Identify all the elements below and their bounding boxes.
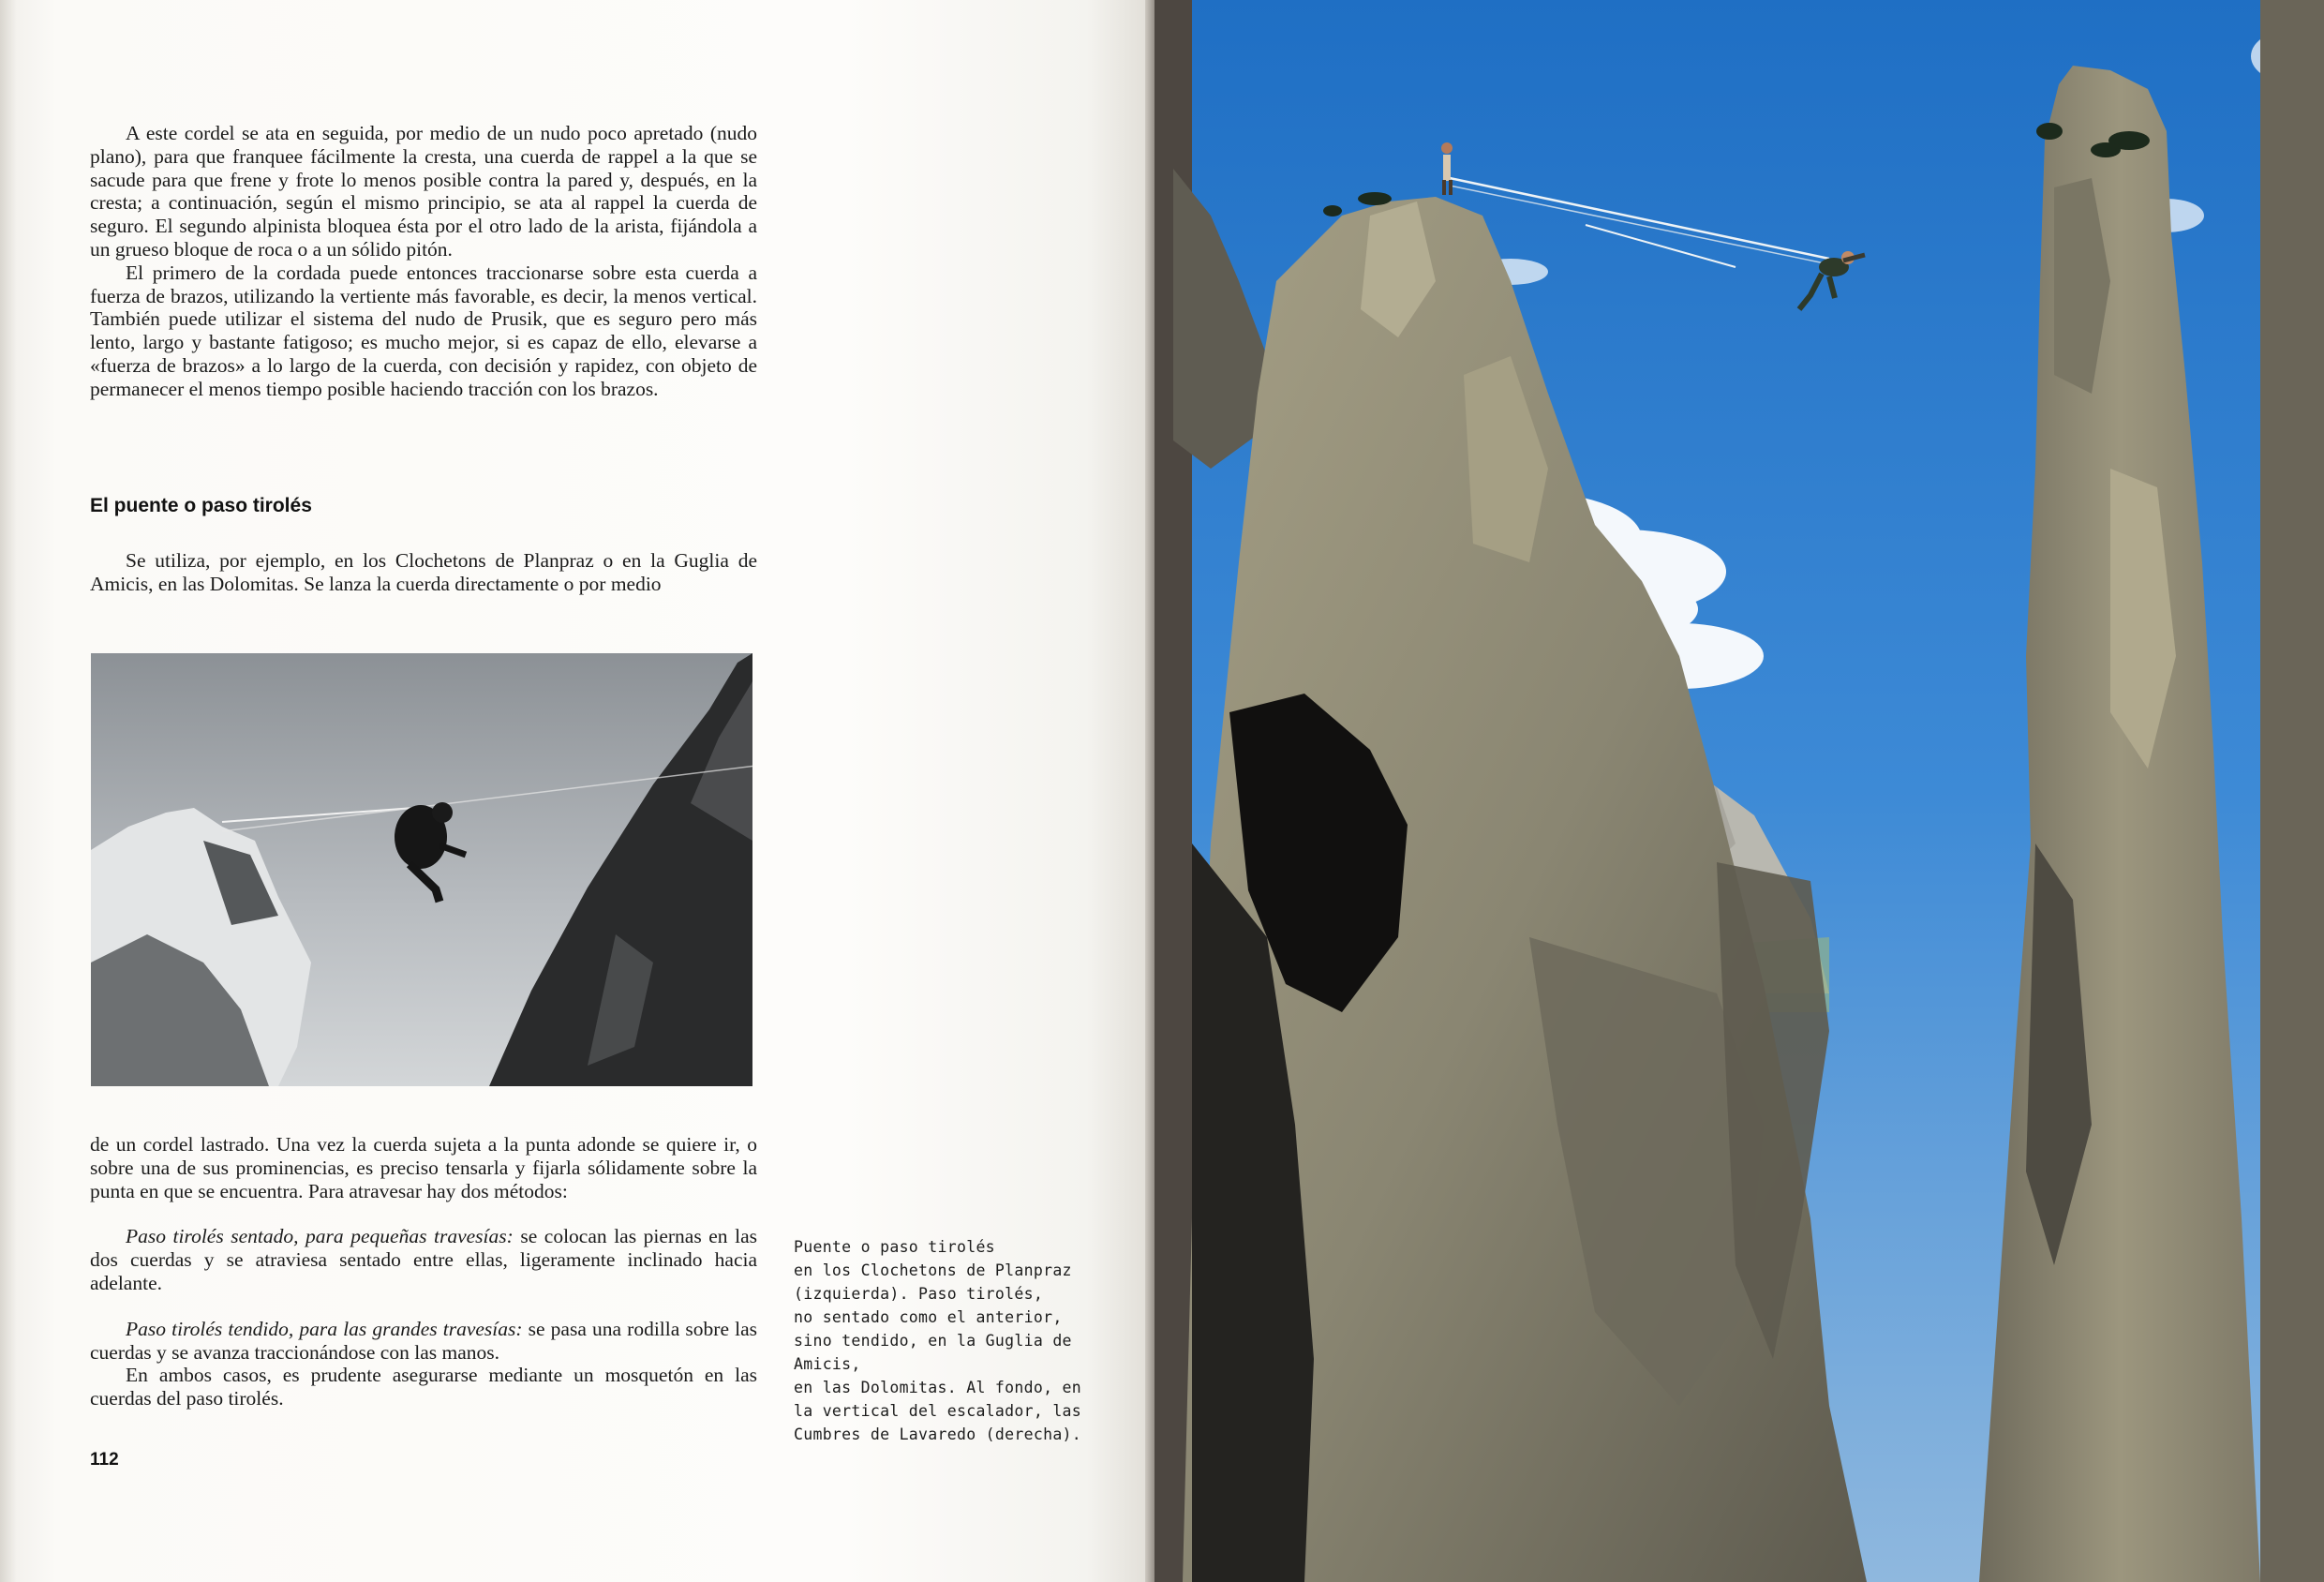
color-photo-page: [1155, 0, 2324, 1582]
paragraph-closing: En ambos casos, es prudente asegurarse mediante un mosquetón en las cuerdas del paso tirolés.: [90, 1364, 757, 1410]
body-text-top: [90, 122, 757, 401]
photo-caption: Puente o paso tirolés en los Clochetons de Planpraz (izquierda). Paso tirolés, no sentado como el anterior, sino tendido, en la Guglia de Amicis, en las Dolomitas. Al fondo, en la vertical del escalador, las Cumbres de Lavaredo (derecha).: [794, 1238, 1082, 1443]
body-text-methods: [90, 1133, 757, 1410]
paragraph-cordada: El primero de la cordada puede entonces traccionarse sobre esta cuerda a fuerza de brazos, utilizando la vertiente más favorable, es decir, la menos vertical. También puede utilizar el sistema del nudo de Prusik, que es seguro pero más lento, largo y bastante fatigoso; es mucho mejor, si es capaz de ello, elevarse a «fuerza de brazos» a lo largo de la cuerda, con decisión y rapidez, con objeto de permanecer el menos tiempo posible haciendo tracción con los brazos.: [90, 261, 757, 400]
method-seated-text: se colocan las piernas en las dos cuerdas y se atraviesa sentado entre ellas, ligeramente inclinado hacia adelante.: [90, 1225, 757, 1294]
method-seated-title: Paso tirolés sentado, para pequeñas travesías:: [126, 1225, 514, 1248]
bw-tyrolean-photo: [91, 653, 752, 1086]
left-page: [0, 0, 1155, 1582]
color-tyrolean-photo: [1155, 0, 2324, 1582]
method-seated: [90, 1225, 757, 1294]
section-heading: El puente o paso tirolés: [90, 495, 312, 516]
page-number: 112: [90, 1450, 119, 1470]
method-lying-text: se pasa una rodilla sobre las cuerdas y se avanza traccionándose con las manos.: [90, 1317, 757, 1364]
method-lying: [90, 1318, 757, 1365]
paragraph-intro: Se utiliza, por ejemplo, en los Clochetons de Planpraz o en la Guglia de Amicis, en las Dolomitas. Se lanza la cuerda directamente o por medio: [90, 549, 757, 595]
paragraph-continue: de un cordel lastrado. Una vez la cuerda sujeta a la punta adonde se quiere ir, o sobre una de sus prominencias, es preciso tensarla y fijarla sólidamente sobre la punta en que se encuentra. Para atravesar hay dos métodos:: [90, 1133, 757, 1202]
method-lying-title: Paso tirolés tendido, para las grandes travesías:: [126, 1317, 523, 1340]
paragraph-rappel: A este cordel se ata en seguida, por medio de un nudo poco apretado (nudo plano), para que franquee fácilmente la cresta, una cuerda de rappel a la que se sacude para que frene y frote lo menos posible contra la pared y, después, en la cresta; a continuación, según el mismo principio, se ata al rappel la cuerda de seguro. El segundo alpinista bloquea ésta por el otro lado de la arista, fijándola a un grueso bloque de roca o a un sólido pitón.: [90, 122, 757, 261]
body-text-intro: [90, 549, 757, 596]
